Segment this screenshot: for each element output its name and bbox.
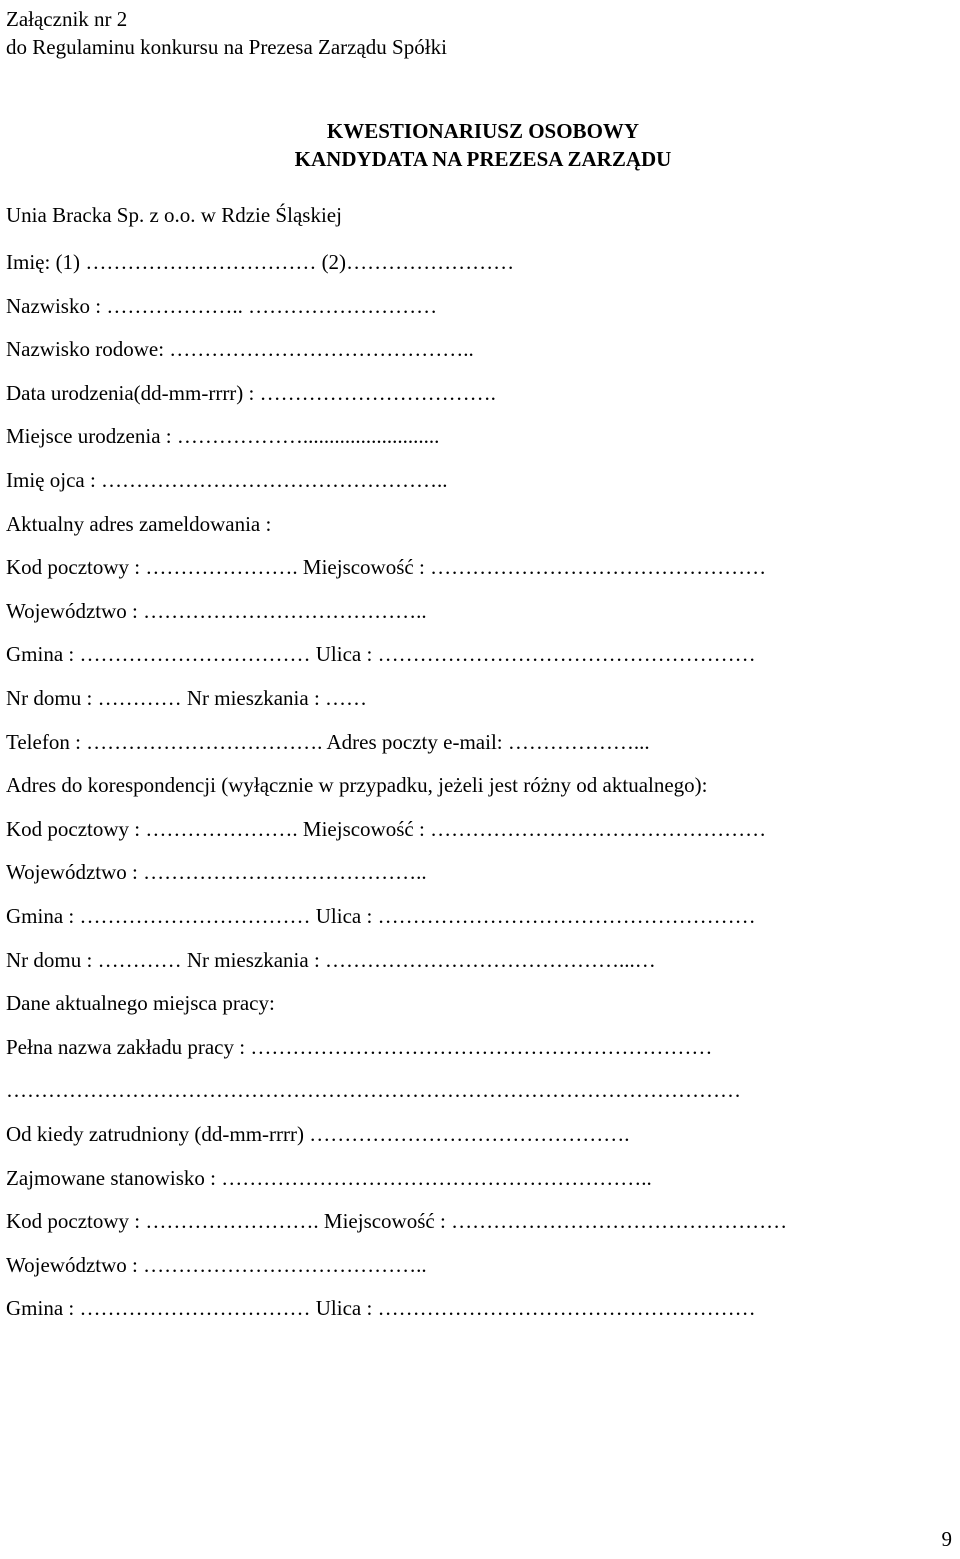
field-label: Zajmowane stanowisko : bbox=[6, 1166, 222, 1190]
field-label: Województwo : bbox=[6, 599, 144, 623]
fill-in-blank[interactable]: ……………………………. bbox=[86, 730, 327, 754]
field-label: Gmina : bbox=[6, 904, 80, 928]
fill-in-blank[interactable]: …………………. bbox=[145, 817, 303, 841]
field-label: Adres poczty e-mail: bbox=[326, 730, 508, 754]
field-label: Kod pocztowy : bbox=[6, 555, 146, 579]
form-field-line bbox=[6, 1296, 756, 1320]
form-field-line bbox=[6, 773, 708, 797]
attachment-number: Załącznik nr 2 bbox=[6, 7, 128, 31]
field-label: Imię ojca : bbox=[6, 468, 102, 492]
field-label: Ulica : bbox=[315, 1296, 378, 1320]
field-label: Miejscowość : bbox=[323, 1209, 452, 1233]
field-label: Imię: (1) bbox=[6, 250, 86, 274]
form-field-line bbox=[6, 730, 650, 754]
fill-in-blank[interactable]: ………………... bbox=[507, 730, 650, 754]
form-field-line bbox=[6, 904, 756, 928]
fill-in-blank[interactable]: …………………………… bbox=[79, 642, 316, 666]
field-label: Nr mieszkania : bbox=[186, 686, 326, 710]
fill-in-blank[interactable]: ………………………………….. bbox=[143, 860, 427, 884]
fill-in-blank[interactable]: ………… bbox=[97, 948, 187, 972]
fill-in-blank[interactable]: ……………………. bbox=[145, 1209, 324, 1233]
field-label: Ulica : bbox=[315, 904, 378, 928]
fill-in-blank[interactable]: …………………………… bbox=[79, 1296, 316, 1320]
form-field-line bbox=[6, 599, 427, 623]
fill-in-blank[interactable]: ………………………………………… bbox=[430, 817, 767, 841]
form-field-line bbox=[6, 512, 271, 536]
field-label: Dane aktualnego miejsca pracy: bbox=[6, 991, 275, 1015]
fill-in-blank[interactable]: ……………………………………………… bbox=[377, 904, 756, 928]
form-field-line bbox=[6, 337, 474, 361]
field-label: Gmina : bbox=[6, 642, 80, 666]
form-title bbox=[0, 117, 960, 173]
field-label: Nr domu : bbox=[6, 948, 98, 972]
fill-in-blank[interactable]: ……………….. ……………………… bbox=[106, 294, 438, 318]
field-label: Gmina : bbox=[6, 1296, 80, 1320]
form-field-line bbox=[6, 1035, 712, 1059]
field-label: Województwo : bbox=[6, 1253, 144, 1277]
form-field-line bbox=[6, 468, 448, 492]
company-name: Unia Bracka Sp. z o.o. w Rdzie Śląskiej bbox=[6, 203, 342, 227]
fill-in-blank[interactable]: ………………………………………………………… bbox=[250, 1035, 713, 1059]
fill-in-blank[interactable]: …………………… bbox=[346, 250, 515, 274]
attachment-header bbox=[6, 5, 447, 61]
fill-in-blank[interactable]: ………………………………….. bbox=[143, 1253, 427, 1277]
field-label: Miejscowość : bbox=[302, 817, 431, 841]
field-label: Kod pocztowy : bbox=[6, 1209, 146, 1233]
field-label: Nr domu : bbox=[6, 686, 98, 710]
fill-in-blank[interactable]: ………………………………………… bbox=[430, 555, 767, 579]
form-field-line bbox=[6, 381, 496, 405]
fill-in-blank[interactable]: ………………………………………… bbox=[451, 1209, 788, 1233]
form-field-line bbox=[6, 555, 766, 579]
field-label: Nr mieszkania : bbox=[186, 948, 326, 972]
field-label: Kod pocztowy : bbox=[6, 817, 146, 841]
page-number: 9 bbox=[941, 1527, 952, 1551]
form-field-line bbox=[6, 1166, 652, 1190]
form-field-line bbox=[6, 860, 427, 884]
fill-in-blank[interactable]: …………………. bbox=[145, 555, 303, 579]
form-field-line bbox=[6, 817, 766, 841]
fill-in-blank[interactable]: …… bbox=[325, 686, 368, 710]
form-field-line bbox=[6, 991, 275, 1015]
fill-in-blank[interactable]: …………………………… bbox=[79, 904, 316, 928]
field-label: Nazwisko rodowe: bbox=[6, 337, 170, 361]
fill-in-blank[interactable]: ………………………………….. bbox=[143, 599, 427, 623]
form-field-line bbox=[6, 1122, 630, 1146]
form-field-line bbox=[6, 1078, 741, 1102]
form-title-line-2: KANDYDATA NA PREZESA ZARZĄDU bbox=[294, 147, 672, 171]
field-label: Nazwisko : bbox=[6, 294, 107, 318]
field-label: Od kiedy zatrudniony (dd-mm-rrrr) bbox=[6, 1122, 310, 1146]
fill-in-blank[interactable]: ……………………………………………… bbox=[377, 1296, 756, 1320]
fill-in-blank[interactable]: …………………………………….. bbox=[169, 337, 474, 361]
form-field-line bbox=[6, 1209, 787, 1233]
form-field-line bbox=[6, 250, 514, 274]
fill-in-blank[interactable]: ………… bbox=[97, 686, 187, 710]
fill-in-blank[interactable]: …………………………………………………….. bbox=[221, 1166, 652, 1190]
field-label: Aktualny adres zameldowania : bbox=[6, 512, 272, 536]
form-field-line bbox=[6, 948, 656, 972]
form-field-line bbox=[6, 294, 437, 318]
field-label: Miejsce urodzenia : bbox=[6, 424, 177, 448]
field-label: (2) bbox=[321, 250, 347, 274]
field-label: Data urodzenia(dd-mm-rrrr) : bbox=[6, 381, 260, 405]
form-field-line bbox=[6, 1253, 427, 1277]
form-field-line bbox=[6, 642, 756, 666]
field-label: Adres do korespondencji (wyłącznie w przypadku, jeżeli jest różny od aktualnego): bbox=[6, 773, 708, 797]
attachment-regulation: do Regulaminu konkursu na Prezesa Zarządu Spółki bbox=[6, 35, 447, 59]
fill-in-blank[interactable]: …………………………………………………………………………………………… bbox=[6, 1078, 741, 1102]
form-field-line bbox=[6, 424, 439, 448]
fill-in-blank[interactable]: ……………………………………………… bbox=[377, 642, 756, 666]
fill-in-blank[interactable]: …………………………… bbox=[85, 250, 322, 274]
fill-in-blank[interactable]: ………………………………………….. bbox=[101, 468, 448, 492]
fill-in-blank[interactable]: ……………….......................... bbox=[176, 424, 440, 448]
form-title-line-1: KWESTIONARIUSZ OSOBOWY bbox=[326, 119, 640, 143]
fill-in-blank[interactable]: ………………………………………. bbox=[309, 1122, 630, 1146]
field-label: Pełna nazwa zakładu pracy : bbox=[6, 1035, 251, 1059]
field-label: Miejscowość : bbox=[302, 555, 431, 579]
fill-in-blank[interactable]: ……………………………………...… bbox=[325, 948, 656, 972]
field-label: Telefon : bbox=[6, 730, 87, 754]
form-field-line bbox=[6, 686, 367, 710]
fill-in-blank[interactable]: ……………………………. bbox=[259, 381, 496, 405]
field-label: Województwo : bbox=[6, 860, 144, 884]
field-label: Ulica : bbox=[315, 642, 378, 666]
